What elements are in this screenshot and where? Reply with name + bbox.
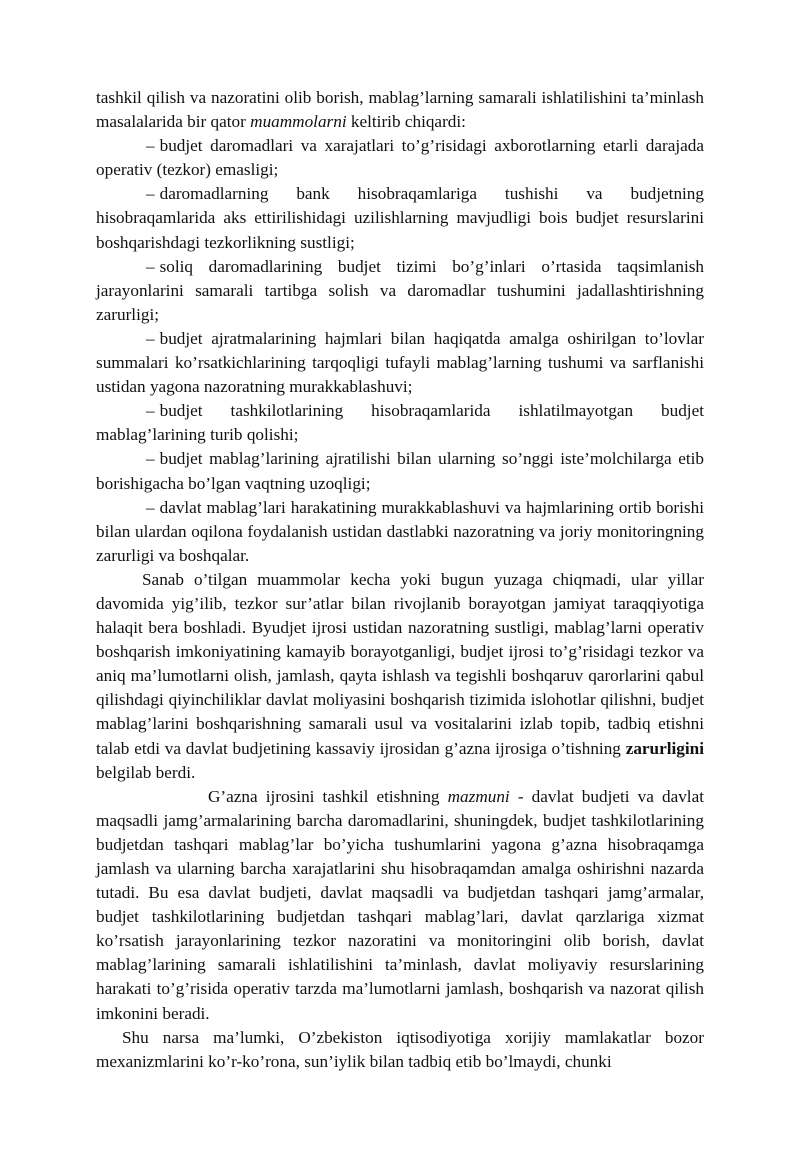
bullet-dash: –: [146, 328, 155, 348]
intro-paragraph: [96, 86, 704, 134]
para2-emphasis: mazmuni: [447, 786, 510, 806]
bullet-text: budjet daromadlari va xarajatlari to’g’risidagi axborotlarning etarli darajada operativ (tezkor) emasligi;: [96, 136, 704, 180]
bullet-item-2: [96, 182, 704, 254]
bullet-text: budjet tashkilotlarining hisobraqamlarida ishlatilmayotgan budjet mablag’larining turib qolishi;: [96, 401, 704, 445]
para2-text-before: G’azna ijrosini tashkil etishning: [208, 786, 448, 806]
intro-text-after: keltirib chiqardi:: [346, 112, 466, 132]
bullet-text: daromadlarning bank hisobraqamlariga tushishi va budjetning hisobraqamlarida aks ettirilishidagi uzilishlarning mavjudligi bois budjet resurslarini boshqarishdagi tezkorlikning sustligi;: [96, 184, 704, 252]
para1-text-after: belgilab berdi.: [96, 762, 196, 782]
intro-emphasis: muammolarni: [250, 112, 347, 132]
bullet-item-6: [96, 447, 704, 495]
body-paragraph-1: [96, 568, 704, 785]
intro-text-before: tashkil qilish va nazoratini olib borish, mablag’larning samarali ishlatilishini ta’minlash masalalarida bir qator: [96, 88, 704, 132]
para2-text-after: - davlat budjeti va davlat maqsadli jamg’armalarining barcha daromadlarini, shuningdek, budjet tashkilotlarining budjetdan tashqari mablag’lar bo’yicha tushumlarini yagona g’azna hisobraqamga jamlash va ularning barcha xarajatlarini shu hisobraqamdan amalga oshirishni nazarda tutadi. Bu esa davlat budjeti, davlat maqsadli va budjetdan tashqari jamg’armalar, budjet tashkilotlarining budjetdan tashqari mablag’lari, davlat qarzlariga xizmat ko’rsatish jarayonlarining tezkor nazoratini va monitoringini olib borish, davlat mablag’larining samarali ishlatilishini ta’minlash, davlat moliyaviy resurslarining harakati to’g’risida operativ tarzda ma’lumotlarni jamlash, boshqarish va nazorat qilish imkonini beradi.: [96, 786, 704, 1023]
para1-strong: zarurligini: [625, 738, 704, 758]
bullet-dash: –: [146, 136, 155, 156]
body-paragraph-2: [96, 785, 704, 1026]
bullet-item-1: [96, 134, 704, 182]
para3-text: Shu narsa ma’lumki, O’zbekiston iqtisodiyotiga xorijiy mamlakatlar bozor mexanizmlarini ko’r-ko’rona, sun’iylik bilan tadbiq etib bo’lmaydi, chunki: [96, 1027, 704, 1071]
bullet-text: budjet mablag’larining ajratilishi bilan ularning so’nggi iste’molchilarga etib borishigacha bo’lgan vaqtning uzoqligi;: [96, 449, 704, 493]
bullet-dash: –: [146, 497, 155, 517]
bullet-dash: –: [146, 449, 155, 469]
para1-text-before: Sanab o’tilgan muammolar kecha yoki bugun yuzaga chiqmadi, ular yillar davomida yig’ilib, tezkor sur’atlar bilan rivojlanib borayotgan jamiyat taraqqiyotiga halaqit bera boshladi. Byudjet ijrosi ustidan nazoratning sustligi, mablag’larni operativ boshqarish imkoniyatining kamayib borayotganligi, budjet ijrosi to’g’risidagi tezkor va aniq ma’lumotlarni olish, jamlash, qayta ishlash va tegishli boshqaruv qarorlarini qabul qilishdagi qiyinchiliklar davlat moliyasini boshqarish tizimida islohotlar qilishni, budjet mablag’larini boshqarishning samarali usul va vositalarini izlab topib, tadbiq etishni talab etdi va davlat budjetining kassaviy ijrosidan g’azna ijrosiga o’tishning: [96, 569, 704, 758]
bullet-text: davlat mablag’lari harakatining murakkablashuvi va hajmlarining ortib borishi bilan ulardan oqilona foydalanish ustidan dastlabki nazoratning va joriy monitoringning zarurligi va boshqalar.: [96, 497, 704, 565]
bullet-text: soliq daromadlarining budjet tizimi bo’g’inlari o’rtasida taqsimlanish jarayonlarini samarali tartibga solish va daromadlar tushumini jadallashtirishning zarurligi;: [96, 256, 704, 324]
bullet-dash: –: [146, 256, 155, 276]
bullet-text: budjet ajratmalarining hajmlari bilan haqiqatda amalga oshirilgan to’lovlar summalari ko’rsatkichlarining tarqoqligi tufayli mablag’larning tushumi va sarflanishi ustidan yagona nazoratning murakkablashuvi;: [96, 328, 704, 397]
bullet-item-7: [96, 496, 704, 568]
bullet-item-5: [96, 399, 704, 447]
body-paragraph-3: [96, 1026, 704, 1074]
bullet-item-4: [96, 327, 704, 399]
bullet-dash: –: [146, 401, 155, 421]
bullet-item-3: [96, 255, 704, 327]
document-page: [96, 86, 704, 1074]
bullet-dash: –: [146, 184, 155, 204]
